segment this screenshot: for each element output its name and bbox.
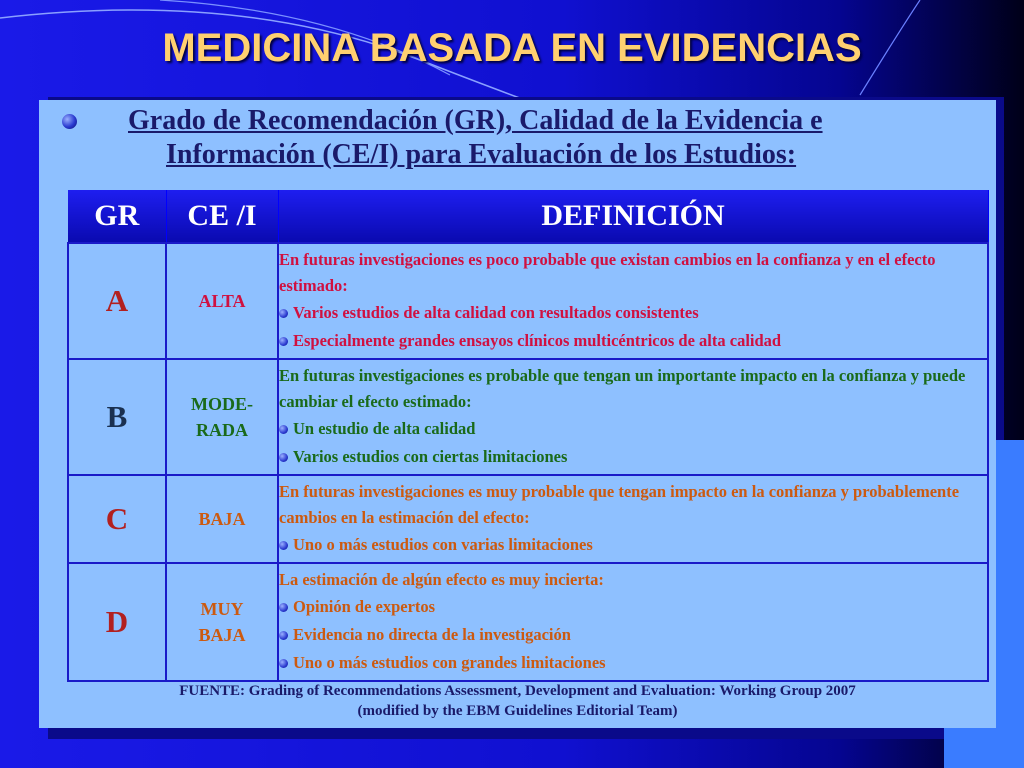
table-row	[68, 563, 988, 681]
source-line-2: (modified by the EBM Guidelines Editorial Team)	[357, 703, 678, 719]
list-item	[279, 415, 987, 443]
bullet-icon	[279, 309, 288, 318]
intro-line-2: Información (CE/I) para Evaluación de los Estudios:	[166, 139, 797, 170]
table-row	[68, 475, 988, 563]
slide-title: MEDICINA BASADA EN EVIDENCIAS	[162, 26, 862, 70]
bullet-icon	[279, 631, 288, 640]
list-item-text: Opinión de expertos	[293, 597, 436, 616]
evidence-cell	[166, 359, 278, 475]
list-item	[279, 531, 987, 559]
evidence-label-2: RADA	[196, 420, 248, 440]
grade-cell: A	[68, 243, 166, 359]
source-citation	[39, 681, 996, 721]
list-item	[279, 327, 987, 355]
header-definicion: DEFINICIÓN	[278, 190, 988, 243]
recommendation-table	[67, 190, 989, 682]
evidence-cell	[166, 243, 278, 359]
header-ce: CE /I	[166, 190, 278, 243]
list-item-text: Uno o más estudios con varias limitaciones	[293, 535, 593, 554]
grade-cell: C	[68, 475, 166, 563]
evidence-label-2: BAJA	[198, 625, 246, 645]
bullet-icon	[62, 114, 77, 129]
evidence-label: MODE-	[191, 394, 253, 414]
definition-cell	[278, 243, 988, 359]
evidence-cell	[166, 475, 278, 563]
bullet-icon	[279, 541, 288, 550]
evidence-cell	[166, 563, 278, 681]
table-header-row	[68, 190, 988, 243]
definition-lead: En futuras investigaciones es muy probable que tengan impacto en la confianza y probablemente cambios en la estimación del efecto:	[279, 482, 960, 527]
evidence-label: ALTA	[198, 291, 246, 311]
list-item	[279, 299, 987, 327]
evidence-label: BAJA	[198, 509, 246, 529]
intro-text	[128, 104, 980, 172]
list-item	[279, 443, 987, 471]
bullet-icon	[279, 425, 288, 434]
grade-cell: D	[68, 563, 166, 681]
table-row	[68, 243, 988, 359]
bullet-icon	[279, 453, 288, 462]
bullet-icon	[279, 603, 288, 612]
definition-cell	[278, 475, 988, 563]
header-gr: GR	[68, 190, 166, 243]
list-item-text: Varios estudios con ciertas limitaciones	[293, 447, 568, 466]
list-item-text: Evidencia no directa de la investigación	[293, 625, 571, 644]
list-item	[279, 649, 987, 677]
list-item	[279, 593, 987, 621]
list-item-text: Especialmente grandes ensayos clínicos multicéntricos de alta calidad	[293, 331, 782, 350]
table-row	[68, 359, 988, 475]
bullet-icon	[279, 337, 288, 346]
definition-cell	[278, 563, 988, 681]
list-item-text: Uno o más estudios con grandes limitaciones	[293, 653, 606, 672]
list-item-text: Un estudio de alta calidad	[293, 419, 476, 438]
list-item	[279, 621, 987, 649]
grade-cell: B	[68, 359, 166, 475]
source-line-1: FUENTE: Grading of Recommendations Assessment, Development and Evaluation: Working Group 2007	[179, 683, 856, 699]
evidence-label: MUY	[200, 599, 244, 619]
bullet-icon	[279, 659, 288, 668]
list-item-text: Varios estudios de alta calidad con resultados consistentes	[293, 303, 699, 322]
intro-line-1: Grado de Recomendación (GR), Calidad de la Evidencia e	[128, 105, 823, 136]
definition-lead: En futuras investigaciones es probable que tengan un importante impacto en la confianza y puede cambiar el efecto estimado:	[279, 366, 966, 411]
definition-cell	[278, 359, 988, 475]
definition-lead: En futuras investigaciones es poco probable que existan cambios en la confianza y en el efecto estimado:	[279, 250, 936, 295]
definition-lead: La estimación de algún efecto es muy incierta:	[279, 570, 604, 589]
